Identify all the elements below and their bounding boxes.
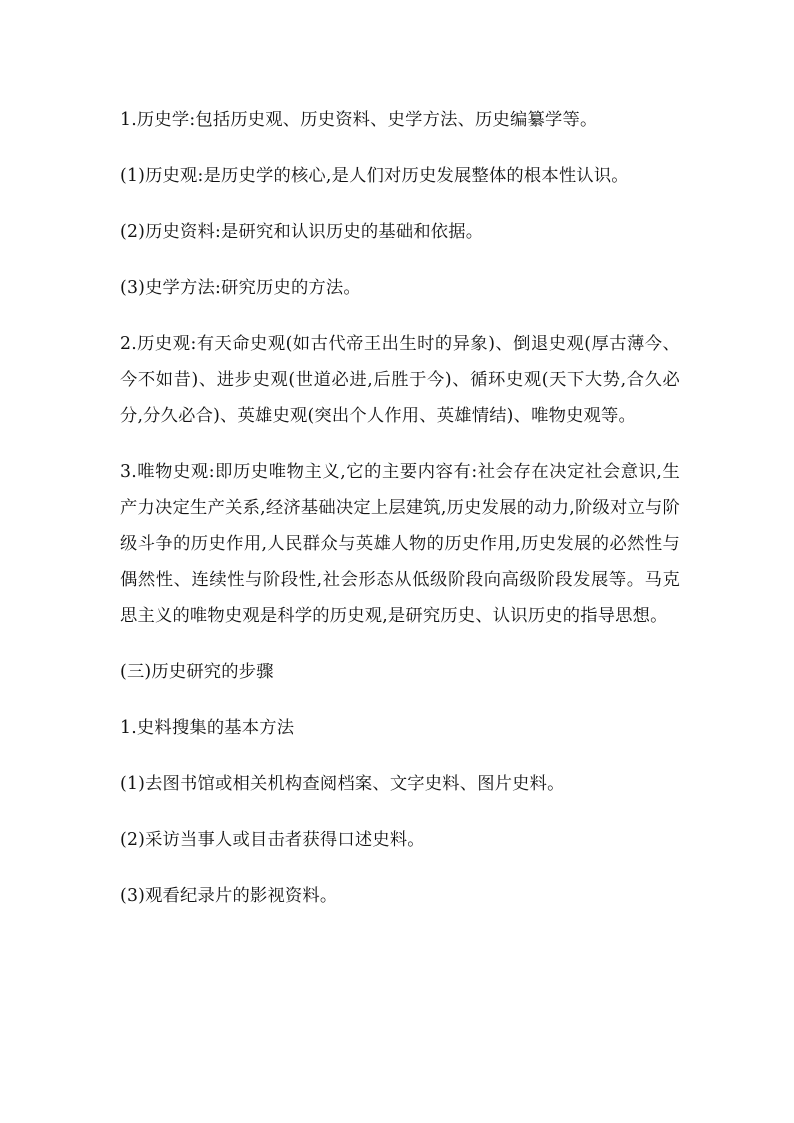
document-body [120,102,680,934]
paragraph-history-studies: 1.历史学:包括历史观、历史资料、史学方法、历史编纂学等。 [120,110,598,130]
subheading-source-collection: 1.史料搜集的基本方法 [120,718,295,738]
paragraph-library-archives: (1)去图书馆或相关机构查阅档案、文字史料、图片史料。 [120,774,565,794]
paragraph-oral-history: (2)采访当事人或目击者获得口述史料。 [120,830,425,850]
paragraph-historical-materials: (2)历史资料:是研究和认识历史的基础和依据。 [120,222,484,242]
paragraph-documentary-film: (3)观看纪录片的影视资料。 [120,886,338,906]
paragraph-historical-methods: (3)史学方法:研究历史的方法。 [120,278,361,298]
paragraph-views-of-history: 2.历史观:有天命史观(如古代帝王出生时的异象)、倒退史观(厚古薄今、今不如昔)、进步史观(世道必进,后胜于今)、循环史观(天下大势,合久必分,分久必合)、英雄史观(突出个人作用、英雄情结)、唯物史观等。 [120,334,680,426]
paragraph-historical-view: (1)历史观:是历史学的核心,是人们对历史发展整体的根本性认识。 [120,166,629,186]
paragraph-historical-materialism: 3.唯物史观:即历史唯物主义,它的主要内容有:社会存在决定社会意识,生产力决定生产关系,经济基础决定上层建筑,历史发展的动力,阶级对立与阶级斗争的历史作用,人民群众与英雄人物的历史作用,历史发展的必然性与偶然性、连续性与阶段性,社会形态从低级阶段向高级阶段发展等。马克思主义的唯物史观是科学的历史观,是研究历史、认识历史的指导思想。 [120,462,680,626]
section-heading-research-steps: (三)历史研究的步骤 [120,662,274,682]
